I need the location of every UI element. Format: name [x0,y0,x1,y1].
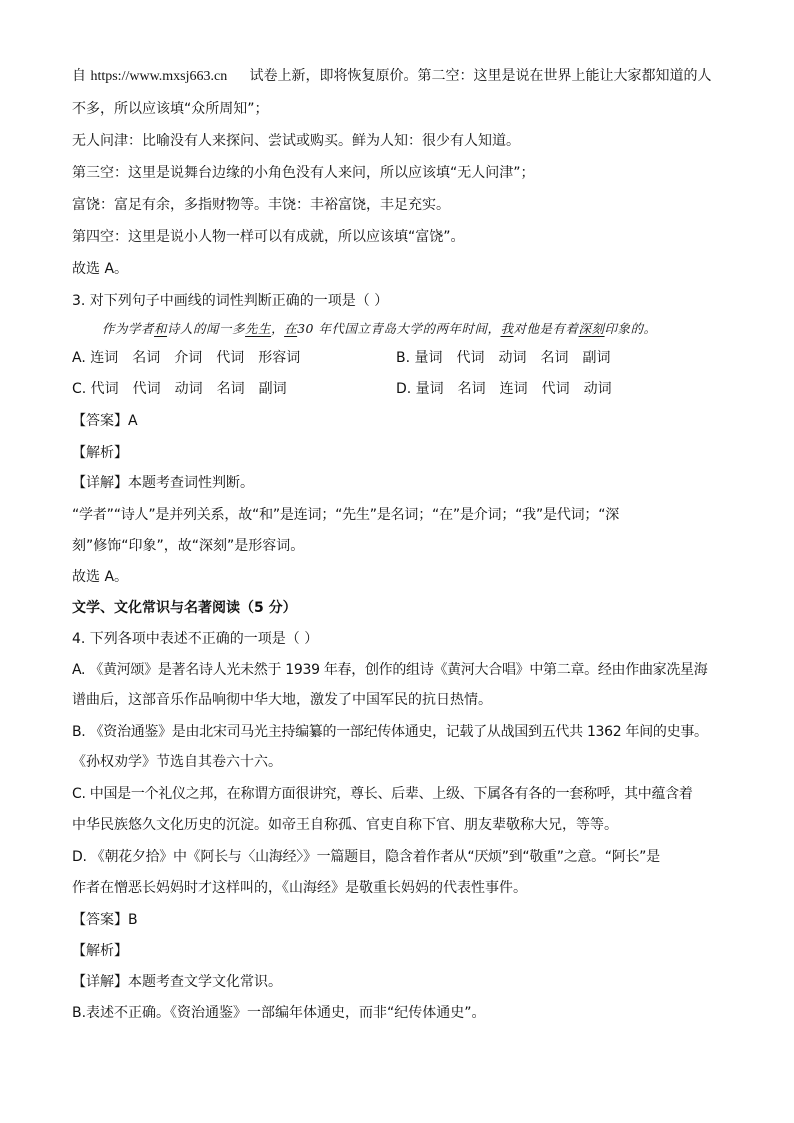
question-3-stem: 3. 对下列句子中画线的词性判断正确的一项是（ ） [72,293,389,309]
explanation-line: “学者”“诗人”是并列关系，故“和”是连词；“先生”是名词；“在”是介词；“我”是代词；“深 [72,507,620,523]
answer-label: 【答案】 [72,413,128,429]
text-line: 不多，所以应该填“众所周知”； [72,101,269,117]
explanation-line: 刻”修饰“印象”，故“深刻”是形容词。 [72,538,305,554]
detail-line: 【详解】本题考查词性判断。 [72,475,254,491]
option-c-cont: 中华民族悠久文化历史的沉淀。如帝王自称孤、官吏自称下官、朋友辈敬称大兄，等等。 [72,817,618,833]
option-d-cont: 作者在憎恶长妈妈时才这样叫的，《山海经》是敬重长妈妈的代表性事件。 [72,880,527,896]
underlined-word: 先生 [245,321,272,336]
section-title: 文学、文化常识与名著阅读（5 分） [72,600,297,616]
answer-line [72,910,732,930]
text-line: 故选 A。 [72,261,129,277]
detail-line: 【详解】本题考查文学文化常识。 [72,974,282,990]
conclusion-line: 故选 A。 [72,569,129,585]
option-row [72,379,732,399]
answer-value: B [128,912,138,928]
option-c: C. 中国是一个礼仪之邦，在称谓方面很讲究，尊长、后辈、上级、下属各有各的一套称呼，其中蕴含着 [72,786,693,802]
option-a-cont: 谱曲后，这部音乐作品响彻中华大地，激发了中国军民的抗日热情。 [72,692,492,708]
answer-value: A [128,413,138,429]
text-line: 第四空：这里是说小人物一样可以有成就，所以应该填“富饶”。 [72,229,465,245]
option-a: A. 连词 名词 介词 代词 形容词 [72,350,301,366]
underlined-word: 深刻 [578,321,605,336]
answer-line [72,411,732,431]
underlined-word: 我 [500,321,514,336]
underlined-word: 和 [154,321,168,336]
underlined-word: 在 [284,321,298,336]
option-d: D. 《朝花夕拾》中《阿长与〈山海经〉》一篇题目，隐含着作者从“厌烦”到“敬重”之意。“阿长”是 [72,849,660,865]
text-line: 自 https://www.mxsj663.cn 试卷上新，即将恢复原价。第二空：这里是说在世界上能让大家都知道的人 [72,68,712,84]
text-line: 富饶：富足有余，多指财物等。丰饶：丰裕富饶，丰足充实。 [72,197,450,213]
option-b-cont: 《孙权劝学》节选自其卷六十六。 [72,754,282,770]
option-c: C. 代词 代词 动词 名词 副词 [72,381,287,397]
text-line: 第三空：这里是说舞台边缘的小角色没有人来问，所以应该填“无人问津”； [72,165,535,181]
option-a: A. 《黄河颂》是著名诗人光未然于 1939 年春，创作的组诗《黄河大合唱》中第二章。经由作曲家冼星海 [72,662,708,678]
detail-label: 【详解】 [72,974,128,990]
option-row [72,348,732,368]
option-d: D. 量词 名词 连词 代词 动词 [396,381,612,397]
question-3-sentence: 作为学者和诗人的闻一多先生，在30 年代国立青岛大学的两年时间，我对他是有着深刻印象的。 [102,321,657,336]
source-url: https://www.mxsj663.cn [90,69,228,84]
analysis-label: 【解析】 [72,943,128,959]
detail-label: 【详解】 [72,475,128,491]
explanation-line: B.表述不正确。《资治通鉴》一部编年体通史，而非“纪传体通史”。 [72,1005,486,1021]
text-line: 无人问津：比喻没有人来探问、尝试或购买。鲜为人知：很少有人知道。 [72,133,520,149]
answer-label: 【答案】 [72,912,128,928]
option-b: B. 量词 代词 动词 名词 副词 [396,350,611,366]
question-4-stem: 4. 下列各项中表述不正确的一项是（ ） [72,631,319,647]
option-b: B. 《资治通鉴》是由北宋司马光主持编纂的一部纪传体通史，记载了从战国到五代共 1362 年间的史事。 [72,724,708,740]
analysis-label: 【解析】 [72,445,128,461]
